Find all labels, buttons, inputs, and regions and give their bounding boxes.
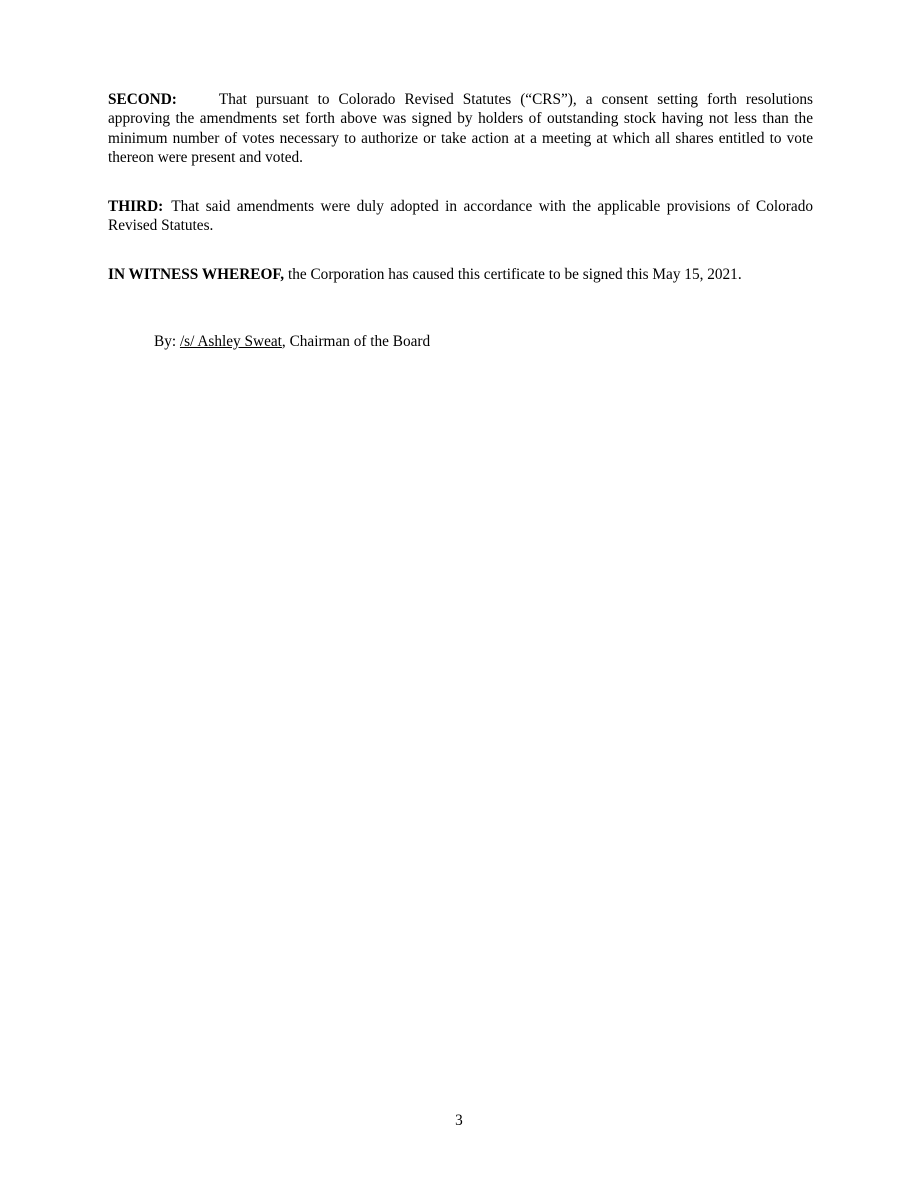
witness-lead: IN WITNESS WHEREOF, <box>108 265 285 283</box>
witness-text: the Corporation has caused this certificate to be signed this May 15, 2021. <box>287 265 742 283</box>
document-body <box>108 90 813 351</box>
signature-name: /s/ Ashley Sweat <box>179 332 282 350</box>
paragraph-second-text: That pursuant to Colorado Revised Statutes (“CRS”), a consent setting forth resolutions approving the amendments set forth above was signed by holders of outstanding stock having not less than the minimum number of votes necessary to authorize or take action at a meeting at which all shares entitled to vote thereon were present and voted. <box>108 91 813 167</box>
paragraph-witness <box>108 265 813 284</box>
paragraph-third-lead: THIRD: <box>108 197 164 215</box>
signature-block <box>108 332 813 351</box>
paragraph-second <box>108 90 813 168</box>
paragraph-second-lead: SECOND: <box>108 91 177 108</box>
paragraph-third <box>108 197 813 236</box>
signature-spacer-2 <box>108 308 813 332</box>
signature-prefix: By: <box>154 332 177 350</box>
signature-suffix: , Chairman of the Board <box>281 332 431 350</box>
page-number: 3 <box>455 1112 463 1129</box>
paragraph-third-text: That said amendments were duly adopted in accordance with the applicable provisions of Colorado Revised Statutes. <box>108 197 813 235</box>
paragraph-spacer-1 <box>108 183 813 197</box>
signature-spacer <box>108 284 813 308</box>
paragraph-spacer-2 <box>108 251 813 265</box>
